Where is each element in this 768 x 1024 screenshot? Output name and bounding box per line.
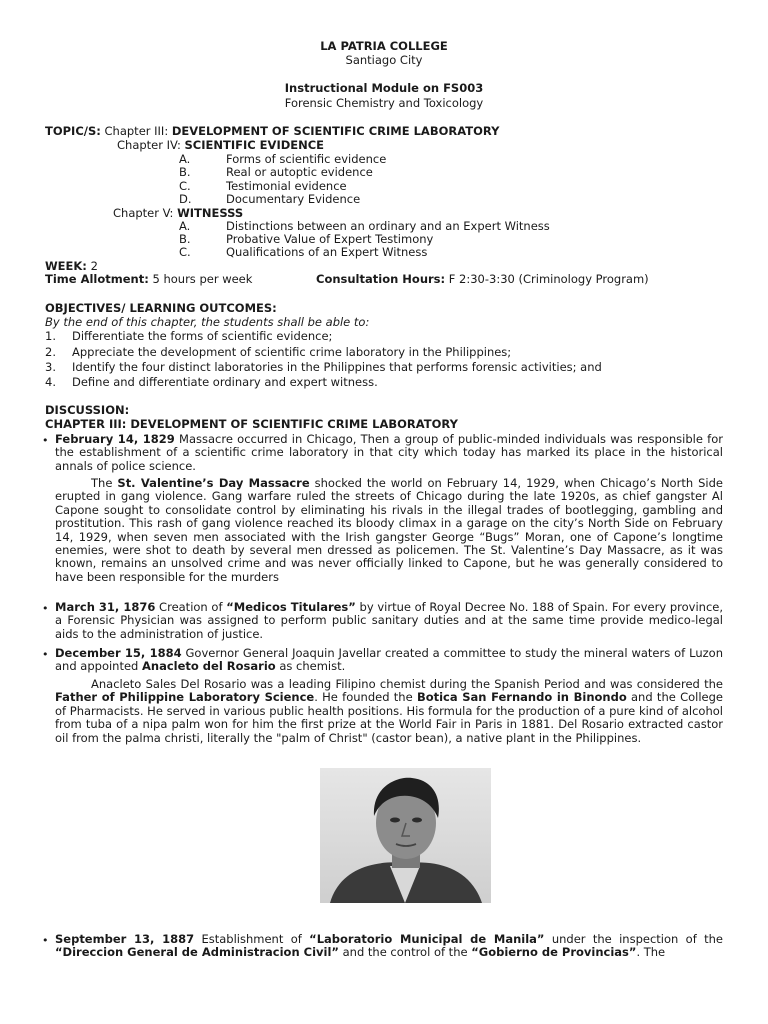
objective-text: Define and differentiate ordinary and expert witness. (72, 375, 378, 389)
college-name: LA PATRIA COLLEGE (320, 39, 448, 53)
module-title: Instructional Module on FS003 (284, 81, 484, 95)
objective-num: 1. (45, 329, 56, 343)
paragraph-1829: February 14, 1829 Massacre occurred in Chicago, Then a group of public-minded individuals was responsible for the establishment of a scientific crime laboratory in that city which today has marked its place in the historical annals of police science. (55, 432, 723, 473)
topic-item-text: Real or autoptic evidence (226, 165, 373, 179)
topic-item-letter: C. (179, 179, 191, 193)
paragraph-1887: September 13, 1887 Establishment of “Laboratorio Municipal de Manila” under the inspection of the “Direccion General de Administracion Civil” and the control of the “Gobierno de Provincias”. The (55, 932, 723, 960)
objectives-heading: OBJECTIVES/ LEARNING OUTCOMES: (45, 301, 277, 315)
objective-num: 4. (45, 375, 56, 389)
topic-chapter-4: Chapter IV: SCIENTIFIC EVIDENCE (117, 138, 325, 152)
discussion-chapter: CHAPTER III: DEVELOPMENT OF SCIENTIFIC CRIME LABORATORY (45, 417, 458, 431)
objective-text: Differentiate the forms of scientific evidence; (72, 329, 333, 343)
objective-num: 2. (45, 345, 56, 359)
portrait-photo (320, 768, 491, 903)
college-city: Santiago City (345, 53, 423, 67)
topic-chapter-3: TOPIC/S: Chapter III: DEVELOPMENT OF SCIENTIFIC CRIME LABORATORY (45, 124, 500, 138)
paragraph-1884: December 15, 1884 Governor General Joaquin Javellar created a committee to study the mineral waters of Luzon and appointed Anacleto del Rosario as chemist. (55, 646, 723, 674)
portrait-illustration (320, 768, 491, 903)
subject-title: Forensic Chemistry and Toxicology (284, 96, 484, 110)
consultation-hours: Consultation Hours: F 2:30-3:30 (Criminology Program) (316, 272, 649, 286)
paragraph-valentines: The St. Valentine’s Day Massacre shocked the world on February 14, 1929, when Chicago’s North Side erupted in gang violence. Gang warfare ruled the streets of Chicago during the late 1920s, as chief gangster Al Capone sought to consolidate control by eliminating his rivals in the illegal trades of bootlegging, gambling and prostitution. This rash of gang violence reached its bloody climax in a garage on the city’s North Side on February 14, 1929, when seven men associated with the Irish gangster George “Bugs” Moran, one of Capone’s longtime enemies, were shot to death by several men dressed as policemen. The St. Valentine’s Day Massacre, as it was known, remains an unsolved crime and was never officially linked to Capone, but he was generally considered to have been responsible for the murders (55, 476, 723, 584)
bullet-dot: • (42, 602, 49, 615)
topic-item-letter: A. (179, 219, 191, 233)
discussion-heading: DISCUSSION: (45, 403, 130, 417)
objective-num: 3. (45, 360, 56, 374)
topic-chapter-5: Chapter V: WITNESSS (113, 206, 244, 220)
topic-item-text: Documentary Evidence (226, 192, 361, 206)
time-allotment: Time Allotment: 5 hours per week (45, 272, 253, 286)
topic-item-text: Probative Value of Expert Testimony (226, 232, 434, 246)
topic-item-text: Testimonial evidence (226, 179, 347, 193)
topic-item-letter: B. (179, 232, 191, 246)
week-line: WEEK: 2 (45, 259, 98, 273)
paragraph-1876: March 31, 1876 Creation of “Medicos Titulares” by virtue of Royal Decree No. 188 of Spain. For every province, a Forensic Physician was assigned to perform public sanitary duties and at the same time provide medico-legal aids to the administration of justice. (55, 600, 723, 641)
topic-item-text: Forms of scientific evidence (226, 152, 387, 166)
objectives-intro: By the end of this chapter, the students shall be able to: (45, 315, 370, 329)
topic-item-letter: B. (179, 165, 191, 179)
bullet-dot: • (42, 934, 49, 947)
bullet-dot: • (42, 648, 49, 661)
objective-text: Identify the four distinct laboratories in the Philippines that performs forensic activities; and (72, 360, 602, 374)
topic-item-letter: D. (179, 192, 192, 206)
topic-item-letter: A. (179, 152, 191, 166)
objective-text: Appreciate the development of scientific crime laboratory in the Philippines; (72, 345, 512, 359)
paragraph-del-rosario: Anacleto Sales Del Rosario was a leading Filipino chemist during the Spanish Period and was considered the Father of Philippine Laboratory Science. He founded the Botica San Fernando in Binondo and the College of Pharmacists. He served in various public health positions. His formula for the production of a pure kind of alcohol from tuba of a nipa palm won for him the first prize at the World Fair in Paris in 1881. Del Rosario extracted castor oil from the palma christi, literally the "palm of Christ" (castor bean), a native plant in the Philippines. (55, 677, 723, 745)
topic-item-text: Distinctions between an ordinary and an Expert Witness (226, 219, 550, 233)
bullet-dot: • (42, 434, 49, 447)
topic-item-letter: C. (179, 245, 191, 259)
topic-item-text: Qualifications of an Expert Witness (226, 245, 428, 259)
